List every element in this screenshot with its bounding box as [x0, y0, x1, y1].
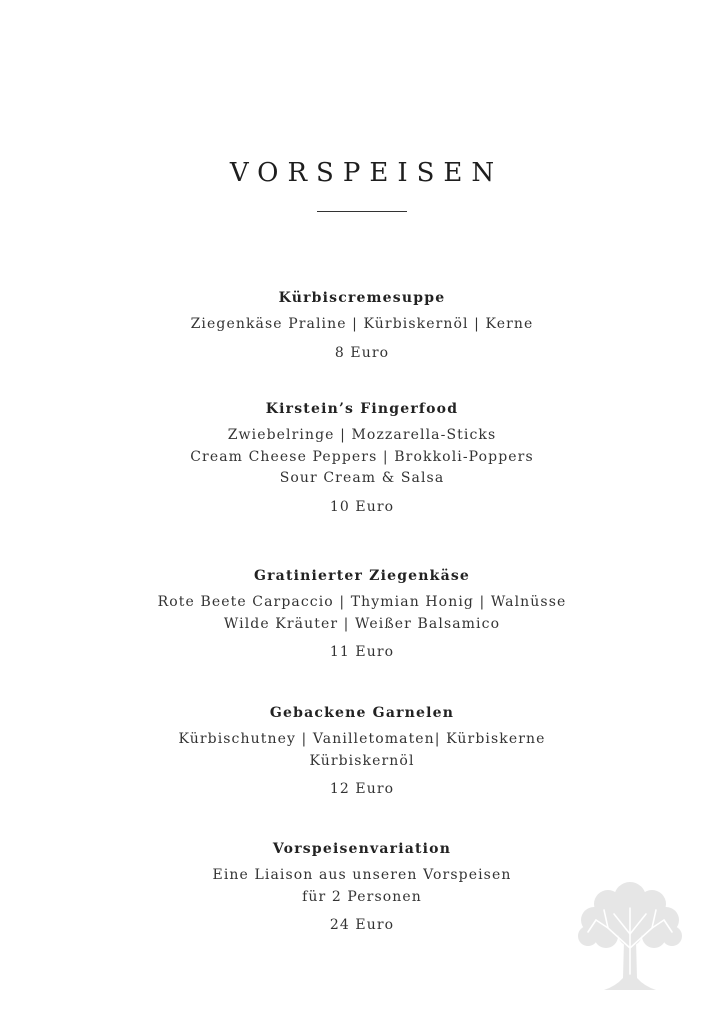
- dish-description: Zwiebelringe | Mozzarella-Sticks: [227, 427, 497, 443]
- menu-item: [0, 704, 724, 798]
- dish-name: Vorspeisenvariation: [272, 841, 452, 857]
- menu-item: [0, 567, 724, 661]
- dish-price: 8 Euro: [334, 344, 390, 361]
- dish-description: Sour Cream & Salsa: [279, 470, 445, 486]
- dish-price: 12 Euro: [329, 781, 395, 797]
- dish-description: Kürbischutney | Vanilletomaten| Kürbiskerne: [178, 731, 546, 747]
- dish-description: Rote Beete Carpaccio | Thymian Honig | Walnüsse: [157, 594, 567, 610]
- menu-item: [0, 400, 724, 516]
- menu-item: [0, 289, 724, 362]
- page-title: VORSPEISEN: [229, 158, 504, 188]
- dish-name: Gratinierter Ziegenkäse: [253, 568, 471, 584]
- dish-name: Kirstein’s Fingerfood: [265, 401, 459, 417]
- dish-description: für 2 Personen: [302, 888, 422, 905]
- tree-icon: [568, 874, 692, 996]
- dish-description: Cream Cheese Peppers | Brokkoli-Poppers: [190, 448, 534, 465]
- dish-description: Wilde Kräuter | Weißer Balsamico: [223, 615, 501, 632]
- dish-price: 10 Euro: [329, 498, 395, 515]
- dish-name: Kürbiscremesuppe: [278, 290, 446, 306]
- title-divider: [317, 211, 407, 212]
- dish-description: Kürbiskernöl: [309, 752, 415, 769]
- dish-price: 11 Euro: [329, 644, 395, 660]
- dish-description: Ziegenkäse Praline | Kürbiskernöl | Kerne: [190, 316, 534, 332]
- dish-description: Eine Liaison aus unseren Vorspeisen: [212, 867, 512, 883]
- dish-price: 24 Euro: [329, 917, 395, 933]
- dish-name: Gebackene Garnelen: [269, 705, 455, 721]
